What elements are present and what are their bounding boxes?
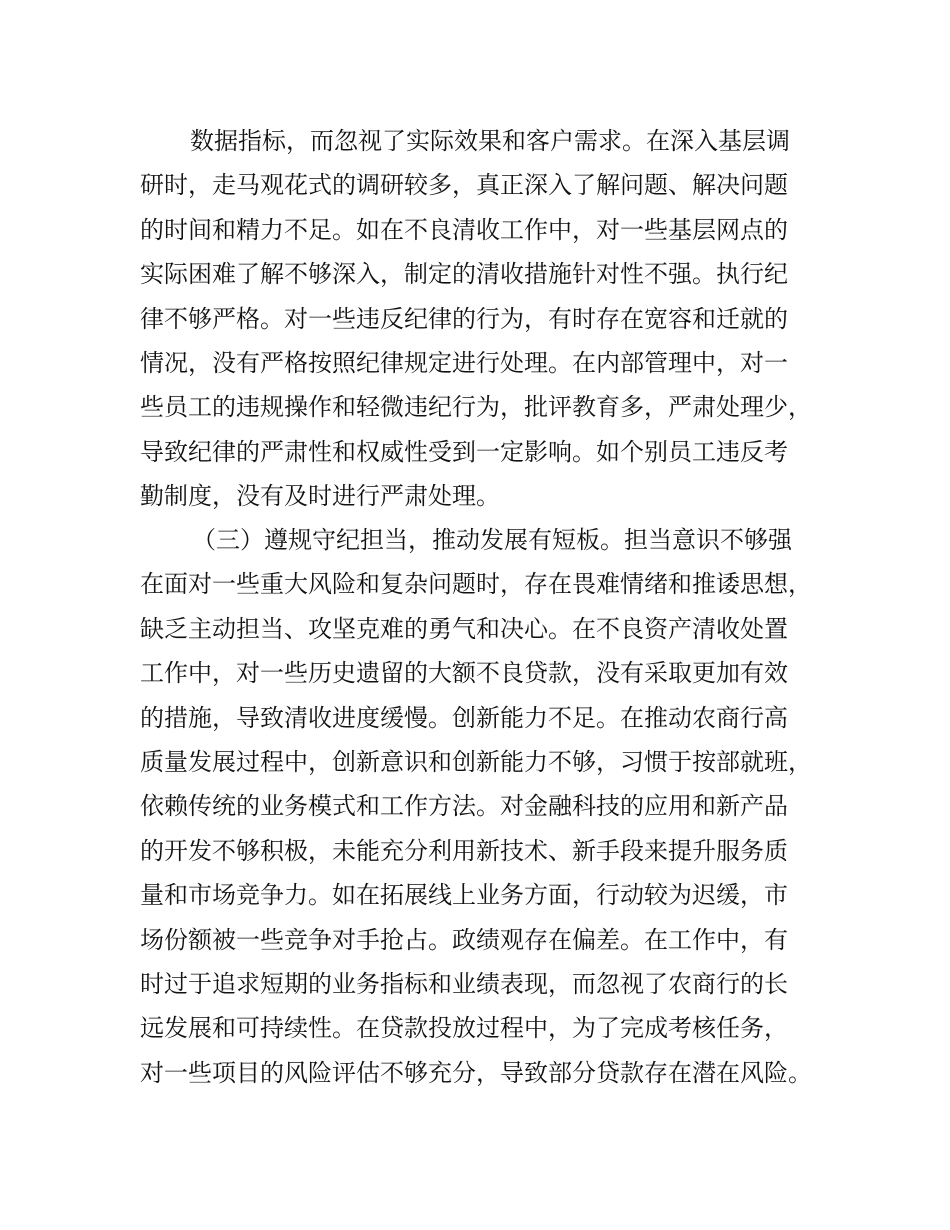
text-line: 对一些项目的风险评估不够充分，导致部分贷款存在潜在风险。	[140, 1058, 812, 1087]
text-line: 些员工的违规操作和轻微违纪行为，批评教育多，严肃处理少，	[140, 393, 812, 422]
text-line: 场份额被一些竞争对手抢占。政绩观存在偏差。在工作中，有	[140, 925, 788, 954]
text-line: 量和市场竞争力。如在拓展线上业务方面，行动较为迟缓，市	[140, 881, 788, 910]
text-line: 律不够严格。对一些违反纪律的行为，有时存在宽容和迁就的	[140, 304, 788, 333]
text-line: 依赖传统的业务模式和工作方法。对金融科技的应用和新产品	[140, 792, 788, 821]
text-line: 的措施，导致清收进度缓慢。创新能力不足。在推动农商行高	[140, 703, 788, 732]
text-line: 勤制度，没有及时进行严肃处理。	[140, 482, 500, 511]
paragraph-2	[140, 518, 840, 1095]
text-line: 时过于追求短期的业务指标和业绩表现，而忽视了农商行的长	[140, 969, 788, 998]
text-line: 导致纪律的严肃性和权威性受到一定影响。如个别员工违反考	[140, 437, 788, 466]
text-line: 数据指标，而忽视了实际效果和客户需求。在深入基层调	[190, 127, 790, 155]
text-line: 缺乏主动担当、攻坚克难的勇气和决心。在不良资产清收处置	[140, 614, 788, 643]
text-line: 工作中，对一些历史遗留的大额不良贷款，没有采取更加有效	[140, 659, 788, 688]
text-line: 情况，没有严格按照纪律规定进行处理。在内部管理中，对一	[140, 348, 788, 377]
text-line: 的开发不够积极，未能充分利用新技术、新手段来提升服务质	[140, 836, 788, 865]
text-line: 质量发展过程中，创新意识和创新能力不够，习惯于按部就班，	[140, 747, 812, 776]
text-line: 远发展和可持续性。在贷款投放过程中，为了完成考核任务，	[140, 1014, 788, 1043]
section-heading-line: （三）遵规守纪担当，推动发展有短板。担当意识不够强	[192, 526, 792, 554]
text-line: 在面对一些重大风险和复杂问题时，存在畏难情绪和推诿思想，	[140, 570, 812, 599]
text-line: 研时，走马观花式的调研较多，真正深入了解问题、解决问题	[140, 171, 788, 200]
paragraph-1	[140, 119, 840, 519]
text-line: 的时间和精力不足。如在不良清收工作中，对一些基层网点的	[140, 215, 788, 244]
text-line: 实际困难了解不够深入，制定的清收措施针对性不强。执行纪	[140, 260, 788, 289]
